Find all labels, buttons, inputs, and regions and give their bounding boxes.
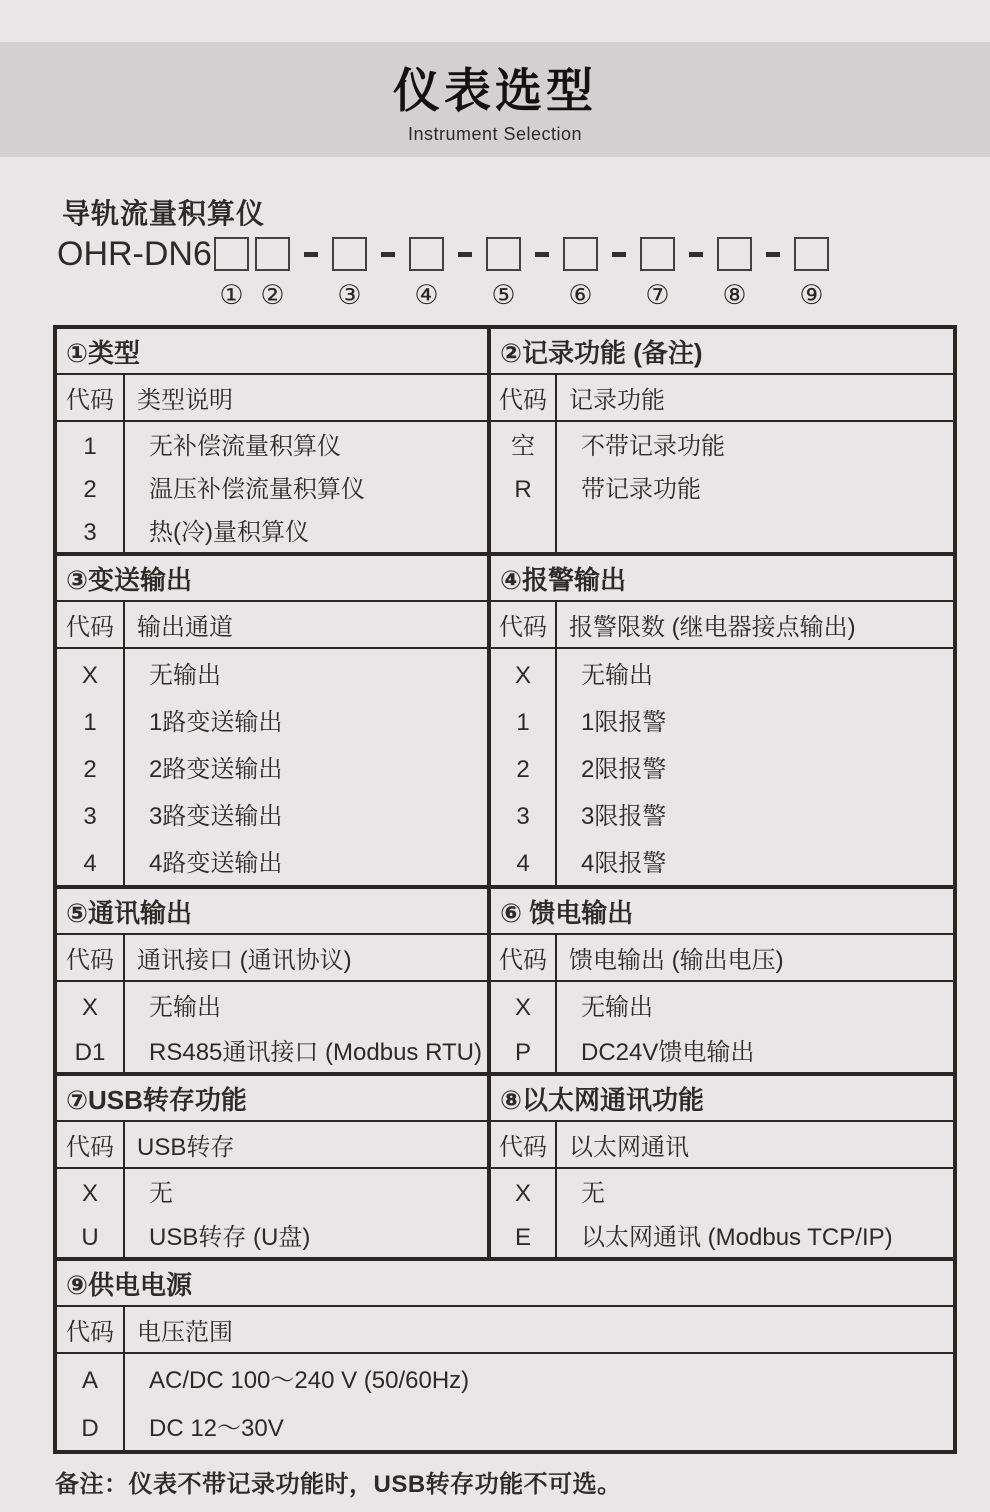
section-4-header: 报警限数 (继电器接点输出): [569, 614, 856, 641]
section-usb-and-ethernet: [57, 1072, 953, 1257]
code-value: 4: [516, 850, 530, 877]
model-position-6: ⑥: [568, 280, 593, 310]
code-value: P: [514, 1039, 531, 1066]
model-prefix: OHR-DN6: [57, 234, 212, 273]
description-value: 不带记录功能: [581, 433, 725, 460]
section-9-codes: [57, 1354, 125, 1453]
section-title-row: [57, 1261, 953, 1307]
section-8-header: 以太网通讯: [569, 1134, 689, 1161]
model-slot-7: [640, 237, 675, 309]
model-position-8: ⑧: [722, 280, 747, 310]
section-4-descriptions: [557, 649, 953, 887]
section-7-descriptions: [125, 1169, 487, 1260]
description-value: 3路变送输出: [149, 803, 283, 830]
section-1-header: 类型说明: [137, 387, 233, 414]
model-box-8: [717, 237, 752, 271]
section-title-row: [57, 556, 953, 602]
code-column-header: 代码: [57, 935, 125, 980]
description-value: 带记录功能: [581, 476, 701, 503]
model-position-4: ④: [414, 280, 439, 310]
model-slot-4: [409, 237, 444, 309]
description-value: USB转存 (U盘): [149, 1224, 311, 1251]
code-column-header: 代码: [487, 935, 557, 980]
column-header-row: [57, 1307, 953, 1354]
dash-separator: [612, 237, 626, 295]
model-box-3: [332, 237, 367, 271]
model-slot-5: [486, 237, 521, 309]
code-value: 3: [516, 803, 530, 830]
description-value: 温压补偿流量积算仪: [149, 476, 365, 503]
description-value: 无输出: [149, 994, 221, 1021]
dash-icon: [612, 252, 626, 257]
code-value: X: [81, 1180, 98, 1207]
dash-icon: [535, 252, 549, 257]
model-slot-1: [214, 237, 249, 309]
model-box-6: [563, 237, 598, 271]
model-box-1: [214, 237, 249, 271]
page-title: 仪表选型: [393, 64, 597, 117]
dash-separator: [458, 237, 472, 295]
description-value: 无补偿流量积算仪: [149, 433, 341, 460]
model-slot-8: [717, 237, 752, 309]
section-data-row: [57, 982, 953, 1072]
description-value: 2路变送输出: [149, 756, 283, 783]
model-position-7: ⑦: [645, 280, 670, 310]
code-value: R: [514, 476, 532, 503]
description-value: 2限报警: [581, 756, 667, 783]
description-value: DC 12～30V: [149, 1415, 284, 1442]
dash-separator: [304, 237, 318, 295]
model-box-7: [640, 237, 675, 271]
section-7-codes: [57, 1169, 125, 1260]
description-value: 无: [581, 1180, 605, 1207]
model-slot-6: [563, 237, 598, 309]
dash-separator: [689, 237, 703, 295]
code-column-header: 代码: [487, 375, 557, 420]
model-slot-3: [332, 237, 367, 309]
description-value: DC24V馈电输出: [581, 1039, 755, 1066]
section-title-row: [57, 889, 953, 935]
code-column-header: 代码: [57, 602, 125, 647]
code-value: X: [514, 1180, 531, 1207]
dash-separator: [381, 237, 395, 295]
section-5-header: 通讯接口 (通讯协议): [137, 947, 352, 974]
section-2-codes: [487, 422, 557, 554]
section-transmit-and-alarm: [57, 552, 953, 885]
section-data-row: [57, 649, 953, 885]
model-slot-2: [255, 237, 290, 309]
section-9-title: ⑨供电电源: [66, 1269, 193, 1300]
section-1-codes: [57, 422, 125, 554]
model-position-2: ②: [260, 280, 285, 310]
section-7-title: ⑦USB转存功能: [66, 1084, 247, 1115]
code-value: X: [81, 662, 98, 689]
section-5-codes: [57, 982, 125, 1075]
code-value: 4: [83, 850, 97, 877]
code-value: 2: [83, 756, 97, 783]
code-value: 3: [83, 519, 97, 546]
code-column-header: 代码: [57, 1307, 125, 1352]
section-6-header: 馈电输出 (输出电压): [569, 947, 784, 974]
model-code-line: [57, 234, 829, 310]
section-6-descriptions: [557, 982, 953, 1075]
section-2-header: 记录功能: [569, 387, 665, 414]
model-position-3: ③: [337, 280, 362, 310]
section-4-codes: [487, 649, 557, 887]
section-3-title: ③变送输出: [66, 564, 193, 595]
code-value: 1: [83, 709, 97, 736]
section-9-header: 电压范围: [137, 1319, 233, 1346]
code-value: 1: [516, 709, 530, 736]
dash-icon: [766, 252, 780, 257]
model-position-5: ⑤: [491, 280, 516, 310]
selection-table: [53, 325, 957, 1454]
code-value: U: [81, 1224, 99, 1251]
section-data-row: [57, 1354, 953, 1450]
section-7-header: USB转存: [137, 1134, 235, 1161]
description-value: 1路变送输出: [149, 709, 283, 736]
section-3-descriptions: [125, 649, 487, 887]
code-value: X: [81, 994, 98, 1021]
code-value: D1: [74, 1039, 106, 1066]
section-3-header: 输出通道: [137, 614, 233, 641]
section-2-descriptions: [557, 422, 953, 554]
description-value: 无输出: [581, 662, 653, 689]
dash-separator: [535, 237, 549, 295]
dash-separator: [766, 237, 780, 295]
description-value: 3限报警: [581, 803, 667, 830]
description-value: RS485通讯接口 (Modbus RTU): [149, 1039, 482, 1066]
page-subtitle: Instrument Selection: [407, 124, 583, 144]
section-6-title: ⑥ 馈电输出: [487, 889, 953, 933]
description-value: 无输出: [581, 994, 653, 1021]
section-power-supply: [57, 1257, 953, 1450]
section-3-codes: [57, 649, 125, 887]
section-9-descriptions: [125, 1354, 953, 1453]
column-header-row: [57, 602, 953, 649]
section-5-title: ⑤通讯输出: [66, 897, 193, 928]
header-band: [0, 42, 990, 157]
section-type-and-record: [57, 329, 953, 552]
description-value: 以太网通讯 (Modbus TCP/IP): [581, 1224, 893, 1251]
description-value: AC/DC 100～240 V (50/60Hz): [149, 1367, 470, 1394]
column-header-row: [57, 935, 953, 982]
section-8-descriptions: [557, 1169, 953, 1260]
model-position-1: ①: [219, 280, 244, 310]
description-value: 无: [149, 1180, 173, 1207]
section-title-row: [57, 329, 953, 375]
section-data-row: [57, 1169, 953, 1257]
dash-icon: [304, 252, 318, 257]
section-6-codes: [487, 982, 557, 1075]
section-8-codes: [487, 1169, 557, 1260]
description-value: 1限报警: [581, 709, 667, 736]
section-comm-and-power-feed: [57, 885, 953, 1072]
code-column-header: 代码: [487, 1122, 557, 1167]
code-value: 2: [83, 476, 97, 503]
code-value: 1: [83, 433, 97, 460]
code-column-header: 代码: [57, 375, 125, 420]
model-position-9: ⑨: [799, 280, 824, 310]
description-value: 热(冷)量积算仪: [149, 519, 309, 546]
code-value: 3: [83, 803, 97, 830]
description-value: 无输出: [149, 662, 221, 689]
dash-icon: [381, 252, 395, 257]
code-column-header: 代码: [57, 1122, 125, 1167]
section-data-row: [57, 422, 953, 552]
section-1-title: ①类型: [66, 337, 141, 368]
code-value: E: [514, 1224, 531, 1251]
section-4-title: ④报警输出: [487, 556, 953, 600]
section-title-row: [57, 1076, 953, 1122]
product-name: 导轨流量积算仪: [62, 198, 266, 229]
code-value: 2: [516, 756, 530, 783]
model-box-2: [255, 237, 290, 271]
model-box-9: [794, 237, 829, 271]
dash-icon: [458, 252, 472, 257]
dash-icon: [689, 252, 703, 257]
description-value: 4路变送输出: [149, 850, 283, 877]
code-value: X: [514, 994, 531, 1021]
model-box-4: [409, 237, 444, 271]
section-8-title: ⑧以太网通讯功能: [487, 1076, 953, 1120]
model-slot-9: [794, 237, 829, 309]
section-1-descriptions: [125, 422, 487, 554]
section-2-title: ②记录功能 (备注): [487, 329, 953, 373]
footer-note: 备注：仪表不带记录功能时，USB转存功能不可选。: [55, 1471, 622, 1498]
code-value: X: [514, 662, 531, 689]
description-value: 4限报警: [581, 850, 667, 877]
code-value: 空: [511, 433, 535, 460]
code-value: A: [81, 1367, 98, 1394]
code-column-header: 代码: [487, 602, 557, 647]
section-5-descriptions: [125, 982, 487, 1075]
model-box-5: [486, 237, 521, 271]
code-value: D: [81, 1415, 99, 1442]
column-header-row: [57, 1122, 953, 1169]
column-header-row: [57, 375, 953, 422]
